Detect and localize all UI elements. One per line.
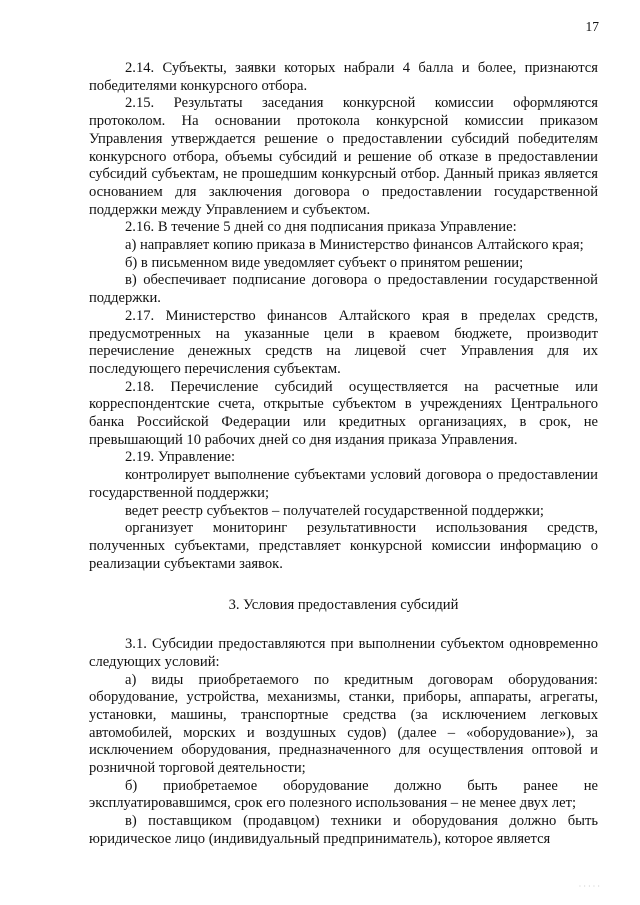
section-title: 3. Условия предоставления субсидий xyxy=(228,597,459,614)
paragraph-3-1-a: а) виды приобретаемого по кредитным договорам оборудования: оборудование, устройства, механизмы, станки, приборы, аппараты, агрегаты, установки, машины, транспортные средства (за исключением легковых автомобилей, морских и воздушных судов) (далее – «оборудование»), за исключением оборудования, предназначенного для осуществления оптовой и розничной торговой деятельности; xyxy=(89,671,598,777)
paragraph-2-18: 2.18. Перечисление субсидий осуществляется на расчетные или корреспондентские счета, открытые субъектом в учреждениях Центрального банка Российской Федерации или кредитных организациях, в срок, не превышающий 10 рабочих дней со дня издания приказа Управления. xyxy=(89,378,598,448)
page-number: 17 xyxy=(585,19,599,34)
paragraph-2-15: 2.15. Результаты заседания конкурсной комиссии оформляются протоколом. На основании протокола конкурсной комиссии приказом Управления утверждается решение о предоставлении субсидий победителям конкурсного отбора, объемы субсидий и решение об отказе в предоставлении субсидий субъектам, не прошедшим конкурсный отбор. Данный приказ является основанием для заключения договора о предоставлении государственной поддержки между Управлением и субъектом. xyxy=(89,95,598,218)
paragraph-3-1-v: в) поставщиком (продавцом) техники и оборудования должно быть юридическое лицо (индивидуальный предприниматель), которое является xyxy=(89,813,598,847)
paragraph-2-14: 2.14. Субъекты, заявки которых набрали 4 балла и более, признаются победителями конкурсного отбора. xyxy=(89,60,598,94)
paragraph-2-17: 2.17. Министерство финансов Алтайского края в пределах средств, предусмотренных на указанные цели в краевом бюджете, производит перечисление денежных средств на лицевой счет Управления для их последующего перечисления субъектам. xyxy=(89,307,598,377)
paragraph-2-16: 2.16. В течение 5 дней со дня подписания приказа Управление: xyxy=(125,219,517,236)
paragraph-3-1-b: б) приобретаемое оборудование должно быть ранее не эксплуатировавшимся, срок его полезного использования – не менее двух лет; xyxy=(89,777,598,812)
paragraph-2-19: 2.19. Управление: xyxy=(125,449,236,466)
scan-specks: · · · · · xyxy=(578,882,600,891)
paragraph-3-1: 3.1. Субсидии предоставляются при выполнении субъектом одновременно следующих условий: xyxy=(89,636,598,670)
paragraph-2-16-a: а) направляет копию приказа в Министерство финансов Алтайского края; xyxy=(125,237,584,254)
paragraph-2-19-item-2: ведет реестр субъектов – получателей государственной поддержки; xyxy=(125,502,544,519)
paragraph-2-19-item-3: организует мониторинг результативности использования средств, полученных субъектами, представляет конкурсной комиссии информацию о реализации субъектами заявок. xyxy=(89,520,598,572)
paragraph-2-16-b: б) в письменном виде уведомляет субъект о принятом решении; xyxy=(125,254,524,271)
paragraph-2-16-v: в) обеспечивает подписание договора о предоставлении государственной поддержки. xyxy=(89,272,598,307)
document-body xyxy=(89,60,598,849)
paragraph-2-19-item-1: контролирует выполнение субъектами условий договора о предоставлении государственной поддержки; xyxy=(89,467,598,501)
